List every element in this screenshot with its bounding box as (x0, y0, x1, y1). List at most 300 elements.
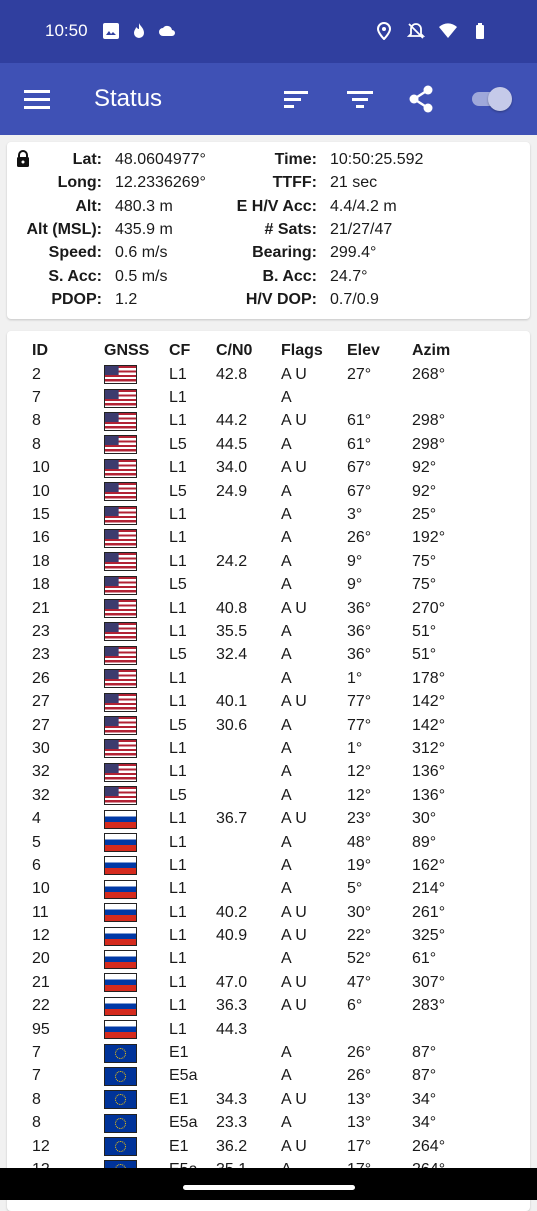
header-flags: Flags (281, 342, 323, 359)
cell-azim: 89° (412, 833, 437, 851)
cell-azim: 312° (412, 739, 446, 757)
flag-eu-icon (104, 1137, 137, 1156)
cell-elev: 48° (347, 833, 372, 851)
cell-cf: L1 (169, 599, 187, 617)
table-row (7, 574, 492, 597)
cell-elev: 26° (347, 1044, 372, 1062)
cell-gnss (104, 480, 169, 503)
cell-id: 27 (32, 716, 50, 734)
cell-id: 7 (32, 389, 41, 407)
cell-azim: 136° (412, 786, 446, 804)
cell-azim: 214° (412, 880, 446, 898)
table-row (7, 784, 492, 807)
cell-elev: 61° (347, 435, 372, 453)
cell-elev: 26° (347, 1067, 372, 1085)
cell-cn0 (216, 1065, 281, 1088)
sort-icon[interactable] (282, 85, 312, 113)
location-label: TTFF: (272, 174, 317, 192)
cell-gnss (104, 457, 169, 480)
header-cn0: C/N0 (216, 342, 253, 359)
cell-gnss (104, 1135, 169, 1158)
table-row (7, 620, 492, 643)
table-row (7, 854, 492, 877)
cell-elev: 17° (347, 1137, 372, 1155)
flag-eu-icon (104, 1067, 137, 1086)
cell-azim: 30° (412, 810, 437, 828)
cell-id: 27 (32, 693, 50, 711)
cell-cf: L5 (169, 716, 187, 734)
flag-russia-icon (104, 856, 137, 875)
header-gnss: GNSS (104, 342, 150, 359)
cell-flags: A U (281, 599, 307, 617)
cell-cn0 (216, 854, 281, 877)
cell-azim: 283° (412, 997, 446, 1015)
cell-gnss (104, 714, 169, 737)
cell-cn0: 34.3 (216, 1090, 248, 1108)
flag-usa-icon (104, 552, 137, 571)
cell-elev: 13° (347, 1090, 372, 1108)
cell-cf: L1 (169, 389, 187, 407)
cell-cn0: 36.7 (216, 810, 248, 828)
cell-cn0: 40.9 (216, 927, 248, 945)
cell-gnss (104, 761, 169, 784)
flag-usa-icon (104, 482, 137, 501)
table-row (7, 433, 492, 456)
location-value: 0.7/0.9 (330, 290, 379, 308)
cell-gnss (104, 574, 169, 597)
cell-azim: 270° (412, 599, 446, 617)
cell-cf: L1 (169, 459, 187, 477)
location-label: Bearing: (252, 244, 317, 262)
cell-azim: 325° (412, 927, 446, 945)
system-status-bar (0, 0, 537, 63)
table-row (7, 948, 492, 971)
cell-azim: 87° (412, 1067, 437, 1085)
cell-flags: A (281, 880, 292, 898)
notifications-off-icon (407, 22, 425, 40)
table-row (7, 1135, 492, 1158)
cell-cf: L1 (169, 763, 187, 781)
cell-gnss (104, 433, 169, 456)
cell-flags: A (281, 786, 292, 804)
cell-flags: A (281, 529, 292, 547)
cell-flags: A (281, 435, 292, 453)
location-icon (375, 22, 393, 40)
cell-elev: 22° (347, 927, 372, 945)
table-row (7, 550, 492, 573)
location-label: H/V DOP: (245, 290, 317, 308)
gesture-handle[interactable] (183, 1185, 355, 1190)
cell-gnss (104, 363, 169, 386)
battery-icon (471, 22, 489, 40)
cell-flags: A (281, 576, 292, 594)
cell-cf: L5 (169, 576, 187, 594)
cell-id: 26 (32, 669, 50, 687)
cell-elev: 19° (347, 856, 372, 874)
cell-flags: A U (281, 412, 307, 430)
cell-gnss (104, 620, 169, 643)
cell-cn0: 40.2 (216, 903, 248, 921)
header-azim: Azim (412, 342, 451, 359)
location-row-right (7, 148, 530, 171)
flag-usa-icon (104, 716, 137, 735)
cell-azim: 261° (412, 903, 446, 921)
flag-usa-icon (104, 693, 137, 712)
cell-cf: L5 (169, 786, 187, 804)
cell-id: 16 (32, 529, 50, 547)
location-label: B. Acc: (262, 267, 317, 285)
cell-elev: 77° (347, 693, 372, 711)
cell-id: 7 (32, 1044, 41, 1062)
cell-id: 8 (32, 1114, 41, 1132)
cell-cf: L1 (169, 880, 187, 898)
cell-cf: L5 (169, 646, 187, 664)
cell-elev: 13° (347, 1114, 372, 1132)
page-title: Status (94, 85, 163, 112)
table-row (7, 386, 492, 409)
table-row (7, 1112, 492, 1135)
cell-azim: 178° (412, 669, 446, 687)
cell-gnss (104, 784, 169, 807)
flag-usa-icon (104, 389, 137, 408)
fire-icon (130, 22, 148, 40)
menu-icon[interactable] (24, 87, 50, 111)
cell-gnss (104, 737, 169, 760)
location-label: Time: (274, 151, 317, 168)
cell-flags: A U (281, 1090, 307, 1108)
location-label: Lat: (72, 151, 102, 168)
cell-cf: L1 (169, 506, 187, 524)
cell-cf: L1 (169, 856, 187, 874)
table-row (7, 995, 492, 1018)
cell-cn0: 44.3 (216, 1020, 248, 1038)
cell-azim: 92° (412, 482, 437, 500)
cell-cn0: 35.5 (216, 622, 248, 640)
flag-russia-icon (104, 903, 137, 922)
cell-elev: 61° (347, 412, 372, 430)
cell-flags: A (281, 833, 292, 851)
cell-id: 15 (32, 506, 50, 524)
cell-gnss (104, 901, 169, 924)
filter-icon[interactable] (345, 85, 375, 113)
location-value: 24.7° (330, 267, 368, 285)
clock: 10:50 (45, 21, 88, 40)
location-value: 0.6 m/s (115, 244, 168, 262)
cell-flags: A (281, 506, 292, 524)
cell-id: 95 (32, 1020, 50, 1038)
cell-cf: L1 (169, 1020, 187, 1038)
cell-flags: A U (281, 927, 307, 945)
cell-cf: L1 (169, 973, 187, 991)
flag-eu-icon (104, 1090, 137, 1109)
cell-flags: A U (281, 997, 307, 1015)
cell-cf: L1 (169, 693, 187, 711)
cell-id: 23 (32, 646, 50, 664)
cell-elev: 1° (347, 739, 363, 757)
location-card (7, 142, 530, 319)
location-row-right (7, 218, 530, 241)
table-row (7, 1065, 492, 1088)
cell-cf: L1 (169, 950, 187, 968)
table-row (7, 363, 492, 386)
flag-usa-icon (104, 506, 137, 525)
location-value: 48.0604977° (115, 151, 206, 168)
cell-elev: 5° (347, 880, 363, 898)
location-row-right (7, 195, 530, 218)
cell-cn0 (216, 574, 281, 597)
cell-flags: A (281, 950, 292, 968)
flag-usa-icon (104, 763, 137, 782)
flag-usa-icon (104, 739, 137, 758)
cell-cf: L5 (169, 482, 187, 500)
table-row (7, 503, 492, 526)
cell-flags: A U (281, 973, 307, 991)
cell-flags: A (281, 389, 292, 407)
flag-russia-icon (104, 997, 137, 1016)
cell-gnss (104, 854, 169, 877)
flag-eu-icon (104, 1044, 137, 1063)
cell-elev: 23° (347, 810, 372, 828)
cell-id: 8 (32, 1090, 41, 1108)
satellite-table (7, 339, 492, 1182)
cell-gnss (104, 924, 169, 947)
table-row (7, 690, 492, 713)
cell-id: 30 (32, 739, 50, 757)
location-row-right (7, 171, 530, 194)
cell-elev: 36° (347, 599, 372, 617)
cell-cn0: 44.5 (216, 435, 248, 453)
cell-flags: A (281, 1114, 292, 1132)
cell-flags: A (281, 482, 292, 500)
cell-id: 5 (32, 833, 41, 851)
cell-azim: 75° (412, 576, 437, 594)
table-row (7, 1041, 492, 1064)
cell-flags: A U (281, 365, 307, 383)
cell-cn0 (216, 503, 281, 526)
cell-elev: 9° (347, 552, 363, 570)
cell-gnss (104, 1112, 169, 1135)
cell-flags: A (281, 856, 292, 874)
location-label: # Sats: (264, 220, 317, 238)
cell-azim: 34° (412, 1114, 437, 1132)
flag-usa-icon (104, 599, 137, 618)
cell-cf: L1 (169, 529, 187, 547)
table-row (7, 667, 492, 690)
cell-flags: A U (281, 693, 307, 711)
header-cf: CF (169, 342, 191, 359)
cell-id: 18 (32, 576, 50, 594)
cell-id: 20 (32, 950, 50, 968)
wifi-icon (439, 22, 457, 40)
flag-russia-icon (104, 973, 137, 992)
toggle-thumb (488, 87, 512, 111)
location-value: 1.2 (115, 290, 138, 308)
cell-id: 21 (32, 599, 50, 617)
cell-elev: 67° (347, 459, 372, 477)
flag-usa-icon (104, 529, 137, 548)
flag-usa-icon (104, 576, 137, 595)
cell-gnss (104, 503, 169, 526)
cell-elev: 30° (347, 903, 372, 921)
cell-cn0 (216, 667, 281, 690)
table-row (7, 831, 492, 854)
cell-cf: E1 (169, 1137, 189, 1155)
cell-id: 32 (32, 786, 50, 804)
cell-gnss (104, 1018, 169, 1041)
cell-gnss (104, 550, 169, 573)
cell-gnss (104, 410, 169, 433)
cell-flags: A U (281, 1137, 307, 1155)
cell-id: 10 (32, 459, 50, 477)
cell-cn0: 42.8 (216, 365, 248, 383)
cell-id: 10 (32, 880, 50, 898)
cell-cf: L1 (169, 552, 187, 570)
app-bar (0, 63, 537, 135)
cell-azim: 34° (412, 1090, 437, 1108)
location-value: 435.9 m (115, 220, 173, 238)
cell-azim: 298° (412, 435, 446, 453)
cell-gnss (104, 667, 169, 690)
cell-cn0 (216, 737, 281, 760)
cell-id: 11 (32, 903, 49, 921)
cell-id: 8 (32, 435, 41, 453)
cell-elev: 67° (347, 482, 372, 500)
cell-cn0: 36.2 (216, 1137, 248, 1155)
cell-flags: A U (281, 459, 307, 477)
cell-id: 21 (32, 973, 50, 991)
cell-flags: A (281, 669, 292, 687)
cell-gnss (104, 948, 169, 971)
cell-cf: L1 (169, 833, 187, 851)
cell-azim: 268° (412, 365, 446, 383)
flag-russia-icon (104, 950, 137, 969)
cell-elev: 12° (347, 763, 372, 781)
cell-id: 2 (32, 365, 41, 383)
cell-cf: L1 (169, 739, 187, 757)
cell-gnss (104, 878, 169, 901)
table-row (7, 807, 492, 830)
cell-gnss (104, 527, 169, 550)
cell-cf: L1 (169, 669, 187, 687)
cell-id: 4 (32, 810, 41, 828)
cell-flags: A (281, 739, 292, 757)
cell-azim: 51° (412, 646, 437, 664)
cell-cn0: 40.8 (216, 599, 248, 617)
table-row (7, 410, 492, 433)
cell-id: 10 (32, 482, 50, 500)
cell-id: 12 (32, 927, 50, 945)
toggle-switch[interactable] (470, 87, 512, 111)
table-row (7, 597, 492, 620)
cell-cn0 (216, 831, 281, 854)
table-row (7, 1018, 492, 1041)
table-row (7, 971, 492, 994)
cell-cn0: 24.9 (216, 482, 248, 500)
table-row (7, 901, 492, 924)
cell-cn0: 36.3 (216, 997, 248, 1015)
cell-cn0: 30.6 (216, 716, 248, 734)
cell-cf: L1 (169, 903, 187, 921)
location-value: 4.4/4.2 m (330, 197, 397, 215)
cell-flags: A U (281, 810, 307, 828)
cell-flags: A (281, 763, 292, 781)
cell-gnss (104, 1065, 169, 1088)
table-row (7, 644, 492, 667)
cell-flags: A (281, 622, 292, 640)
cell-id: 23 (32, 622, 50, 640)
cell-cn0 (216, 761, 281, 784)
cell-elev: 47° (347, 973, 372, 991)
location-value: 12.2336269° (115, 174, 206, 192)
cell-gnss (104, 971, 169, 994)
cell-gnss (104, 995, 169, 1018)
cell-cn0 (216, 1041, 281, 1064)
cell-cf: E5a (169, 1067, 198, 1085)
cell-gnss (104, 690, 169, 713)
cell-flags: A (281, 552, 292, 570)
cell-cf: E1 (169, 1044, 189, 1062)
cell-elev: 27° (347, 365, 372, 383)
location-value: 21 sec (330, 174, 378, 192)
location-value: 10:50:25.592 (330, 151, 424, 168)
cell-flags: A (281, 646, 292, 664)
table-row (7, 737, 492, 760)
location-label: Alt (MSL): (26, 220, 102, 238)
flag-russia-icon (104, 833, 137, 852)
cell-cf: L1 (169, 622, 187, 640)
table-header-row (7, 339, 492, 363)
location-row-right (7, 288, 530, 311)
table-row (7, 457, 492, 480)
table-row (7, 480, 492, 503)
location-label: E H/V Acc: (236, 197, 317, 215)
cell-elev: 3° (347, 506, 363, 524)
cell-azim: 136° (412, 763, 446, 781)
image-icon (102, 22, 120, 40)
cell-cf: L5 (169, 435, 187, 453)
cell-azim: 307° (412, 973, 446, 991)
cell-id: 18 (32, 552, 50, 570)
cell-gnss (104, 807, 169, 830)
cell-cn0: 40.1 (216, 693, 248, 711)
share-icon[interactable] (406, 85, 436, 113)
cell-cn0 (216, 527, 281, 550)
cell-cf: L1 (169, 997, 187, 1015)
cell-id: 6 (32, 856, 41, 874)
cell-cn0 (216, 948, 281, 971)
location-value: 480.3 m (115, 197, 173, 215)
cell-elev: 9° (347, 576, 363, 594)
cell-gnss (104, 386, 169, 409)
cell-azim: 142° (412, 716, 446, 734)
cell-flags: A U (281, 903, 307, 921)
location-label: S. Acc: (48, 267, 102, 285)
flag-usa-icon (104, 459, 137, 478)
cell-azim: 75° (412, 552, 437, 570)
flag-usa-icon (104, 365, 137, 384)
cell-cn0: 32.4 (216, 646, 248, 664)
flag-russia-icon (104, 1020, 137, 1039)
cell-azim: 264° (412, 1137, 446, 1155)
cell-cf: L1 (169, 927, 187, 945)
location-label: Long: (57, 174, 102, 192)
cell-cn0 (216, 878, 281, 901)
location-value: 299.4° (330, 244, 377, 262)
table-row (7, 714, 492, 737)
flag-russia-icon (104, 810, 137, 829)
cell-cn0: 24.2 (216, 552, 248, 570)
cell-id: 8 (32, 412, 41, 430)
